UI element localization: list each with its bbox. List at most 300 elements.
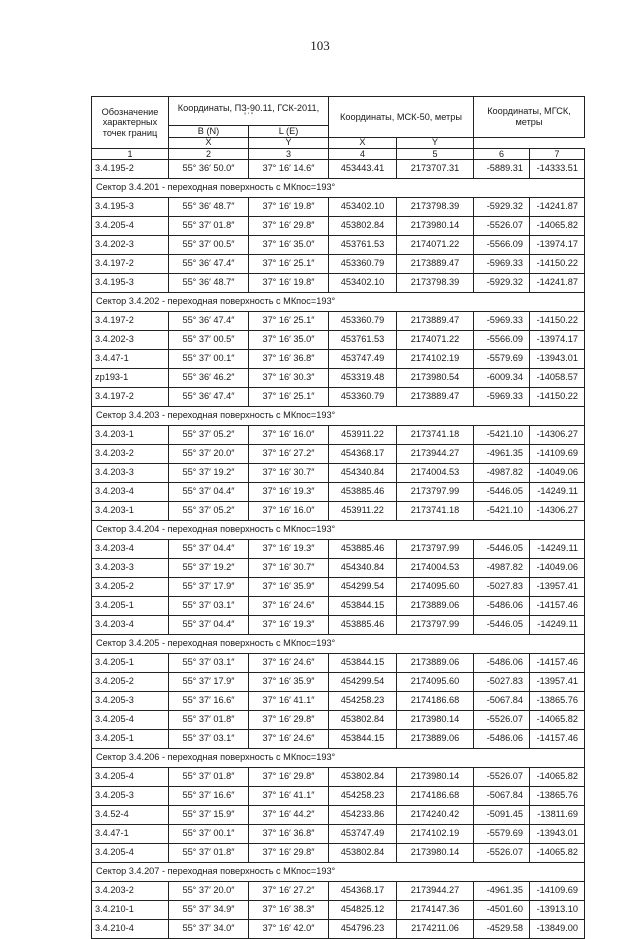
mgsk-y-cell: -14249.11 — [530, 540, 585, 559]
mgsk-x-cell: -5027.83 — [474, 578, 530, 597]
point-id-cell: 3.4.205-4 — [92, 217, 169, 236]
latitude-cell: 55° 37′ 17.9″ — [169, 578, 249, 597]
mgsk-y-cell: -14065.82 — [530, 768, 585, 787]
point-id-cell: 3.4.203-4 — [92, 483, 169, 502]
table-row — [92, 369, 585, 388]
msk-x-cell: 453844.15 — [329, 654, 397, 673]
latitude-cell: 55° 37′ 00.1″ — [169, 350, 249, 369]
msk-x-cell: 454825.12 — [329, 901, 397, 920]
msk-x-cell: 453844.15 — [329, 597, 397, 616]
mgsk-y-cell: -13849.00 — [530, 920, 585, 939]
point-id-cell: 3.4.203-2 — [92, 882, 169, 901]
longitude-cell: 37° 16′ 36.8″ — [249, 825, 329, 844]
msk-x-cell: 453911.22 — [329, 426, 397, 445]
point-id-cell: 3.4.205-1 — [92, 654, 169, 673]
mgsk-y-cell: -14065.82 — [530, 711, 585, 730]
mgsk-x-cell: -5446.05 — [474, 616, 530, 635]
column-number: 4 — [329, 149, 397, 160]
mgsk-x-cell: -6009.34 — [474, 369, 530, 388]
mgsk-y-cell: -14249.11 — [530, 616, 585, 635]
longitude-cell: 37° 16′ 41.1″ — [249, 787, 329, 806]
table-row — [92, 882, 585, 901]
point-id-cell: 3.4.205-4 — [92, 768, 169, 787]
msk-y-cell: 2173707.31 — [397, 160, 474, 179]
column-number: 1 — [92, 149, 169, 160]
table-row — [92, 502, 585, 521]
point-id-cell: 3.4.197-2 — [92, 312, 169, 331]
sector-header-row — [92, 749, 585, 768]
column-number-row — [92, 149, 585, 160]
table-row — [92, 198, 585, 217]
table-row — [92, 597, 585, 616]
mgsk-x-cell: -5526.07 — [474, 844, 530, 863]
point-id-cell: 3.4.52-4 — [92, 806, 169, 825]
point-id-cell: 3.4.47-1 — [92, 825, 169, 844]
msk-y-cell: 2173889.06 — [397, 654, 474, 673]
mgsk-x-cell: -5969.33 — [474, 255, 530, 274]
point-id-cell: 3.4.205-1 — [92, 597, 169, 616]
latitude-cell: 55° 37′ 20.0″ — [169, 882, 249, 901]
point-id-cell: 3.4.203-4 — [92, 616, 169, 635]
latitude-cell: 55° 37′ 00.5″ — [169, 331, 249, 350]
mgsk-x-cell: -5446.05 — [474, 483, 530, 502]
table-row — [92, 711, 585, 730]
sector-title: Сектор 3.4.207 - переходная поверхность с МКпос=193° — [92, 863, 585, 882]
longitude-cell: 37° 16′ 29.8″ — [249, 711, 329, 730]
mgsk-x-cell: -5566.09 — [474, 331, 530, 350]
header-msk-x: X — [169, 138, 249, 149]
msk-x-cell: 453747.49 — [329, 350, 397, 369]
mgsk-x-cell: -5486.06 — [474, 730, 530, 749]
msk-y-cell: 2174186.68 — [397, 787, 474, 806]
table-row — [92, 559, 585, 578]
header-point-designation: Обозначение характерных точек границ — [92, 97, 169, 149]
table-row — [92, 255, 585, 274]
msk-x-cell: 453885.46 — [329, 483, 397, 502]
table-row — [92, 901, 585, 920]
point-id-cell: 3.4.195-3 — [92, 274, 169, 293]
msk-y-cell: 2173980.14 — [397, 844, 474, 863]
page-number: 103 — [310, 38, 330, 53]
msk-y-cell: 2173797.99 — [397, 540, 474, 559]
table-row — [92, 730, 585, 749]
latitude-cell: 55° 36′ 48.7″ — [169, 198, 249, 217]
msk-y-cell: 2174186.68 — [397, 692, 474, 711]
msk-y-cell: 2173741.18 — [397, 426, 474, 445]
msk-y-cell: 2173798.39 — [397, 198, 474, 217]
mgsk-y-cell: -14150.22 — [530, 312, 585, 331]
latitude-cell: 55° 37′ 04.4″ — [169, 483, 249, 502]
longitude-cell: 37° 16′ 24.6″ — [249, 730, 329, 749]
point-id-cell: 3.4.195-3 — [92, 198, 169, 217]
point-id-cell: 3.4.205-3 — [92, 692, 169, 711]
mgsk-y-cell: -14306.27 — [530, 426, 585, 445]
longitude-cell: 37° 16′ 30.7″ — [249, 559, 329, 578]
mgsk-y-cell: -14241.87 — [530, 274, 585, 293]
point-id-cell: 3.4.203-3 — [92, 464, 169, 483]
msk-y-cell: 2174071.22 — [397, 331, 474, 350]
longitude-cell: 37° 16′ 35.0″ — [249, 331, 329, 350]
mgsk-x-cell: -5091.45 — [474, 806, 530, 825]
longitude-cell: 37° 16′ 29.8″ — [249, 768, 329, 787]
table-row — [92, 616, 585, 635]
mgsk-y-cell: -13974.17 — [530, 236, 585, 255]
latitude-cell: 55° 37′ 01.8″ — [169, 768, 249, 787]
point-id-cell: 3.4.205-4 — [92, 711, 169, 730]
longitude-cell: 37° 16′ 24.6″ — [249, 654, 329, 673]
msk-x-cell: 453402.10 — [329, 198, 397, 217]
mgsk-x-cell: -5027.83 — [474, 673, 530, 692]
mgsk-y-cell: -13913.10 — [530, 901, 585, 920]
point-id-cell: 3.4.47-1 — [92, 350, 169, 369]
column-number: 6 — [474, 149, 530, 160]
mgsk-x-cell: -5486.06 — [474, 654, 530, 673]
msk-y-cell: 2173889.47 — [397, 255, 474, 274]
mgsk-y-cell: -14333.51 — [530, 160, 585, 179]
mgsk-x-cell: -5067.84 — [474, 692, 530, 711]
mgsk-x-cell: -5579.69 — [474, 350, 530, 369]
mgsk-x-cell: -5566.09 — [474, 236, 530, 255]
point-id-cell: 3.4.205-3 — [92, 787, 169, 806]
point-id-cell: 3.4.203-2 — [92, 445, 169, 464]
msk-y-cell: 2173944.27 — [397, 445, 474, 464]
table-row — [92, 654, 585, 673]
longitude-cell: 37° 16′ 30.3″ — [249, 369, 329, 388]
latitude-cell: 55° 37′ 16.6″ — [169, 692, 249, 711]
sector-header-row — [92, 407, 585, 426]
mgsk-y-cell: -14109.69 — [530, 882, 585, 901]
longitude-cell: 37° 16′ 29.8″ — [249, 217, 329, 236]
mgsk-x-cell: -5421.10 — [474, 502, 530, 521]
point-id-cell: 3.4.205-2 — [92, 578, 169, 597]
header-l-e: L (E) — [249, 126, 329, 138]
point-id-cell: 3.4.210-4 — [92, 920, 169, 939]
sector-title: Сектор 3.4.203 - переходная поверхность с МКпос=193° — [92, 407, 585, 426]
mgsk-x-cell: -4501.60 — [474, 901, 530, 920]
sector-title: Сектор 3.4.201 - переходная поверхность с МКпос=193° — [92, 179, 585, 198]
point-id-cell: 3.4.203-4 — [92, 540, 169, 559]
mgsk-y-cell: -14249.11 — [530, 483, 585, 502]
msk-y-cell: 2174211.06 — [397, 920, 474, 939]
point-id-cell: 3.4.195-2 — [92, 160, 169, 179]
mgsk-y-cell: -14058.57 — [530, 369, 585, 388]
header-pz90-units: ° ′ ″ — [244, 113, 253, 120]
latitude-cell: 55° 37′ 00.5″ — [169, 236, 249, 255]
longitude-cell: 37° 16′ 25.1″ — [249, 255, 329, 274]
table-row — [92, 388, 585, 407]
table-row — [92, 464, 585, 483]
msk-y-cell: 2173798.39 — [397, 274, 474, 293]
msk-x-cell: 453402.10 — [329, 274, 397, 293]
latitude-cell: 55° 36′ 47.4″ — [169, 312, 249, 331]
msk-y-cell: 2173889.47 — [397, 312, 474, 331]
mgsk-y-cell: -14157.46 — [530, 730, 585, 749]
mgsk-y-cell: -14049.06 — [530, 464, 585, 483]
header-msk-y: Y — [249, 138, 329, 149]
msk-x-cell: 454340.84 — [329, 464, 397, 483]
table-row — [92, 236, 585, 255]
mgsk-x-cell: -5526.07 — [474, 768, 530, 787]
mgsk-y-cell: -14150.22 — [530, 388, 585, 407]
mgsk-y-cell: -14065.82 — [530, 844, 585, 863]
msk-y-cell: 2173889.06 — [397, 597, 474, 616]
table-row — [92, 825, 585, 844]
mgsk-y-cell: -14065.82 — [530, 217, 585, 236]
mgsk-y-cell: -13811.69 — [530, 806, 585, 825]
mgsk-x-cell: -5486.06 — [474, 597, 530, 616]
header-b-n: B (N) — [169, 126, 249, 138]
sector-header-row — [92, 635, 585, 654]
mgsk-x-cell: -5579.69 — [474, 825, 530, 844]
point-id-cell: 3.4.202-3 — [92, 331, 169, 350]
coordinates-table — [91, 96, 585, 939]
msk-x-cell: 453443.41 — [329, 160, 397, 179]
longitude-cell: 37° 16′ 42.0″ — [249, 920, 329, 939]
point-id-cell: 3.4.197-2 — [92, 388, 169, 407]
longitude-cell: 37° 16′ 19.3″ — [249, 483, 329, 502]
mgsk-y-cell: -14049.06 — [530, 559, 585, 578]
table-row — [92, 350, 585, 369]
latitude-cell: 55° 37′ 03.1″ — [169, 654, 249, 673]
table-row — [92, 673, 585, 692]
header-mgsk-y: Y — [397, 138, 474, 149]
msk-y-cell: 2174147.36 — [397, 901, 474, 920]
latitude-cell: 55° 37′ 04.4″ — [169, 616, 249, 635]
header-pz90-group — [169, 97, 329, 126]
column-number: 3 — [249, 149, 329, 160]
table-row — [92, 445, 585, 464]
latitude-cell: 55° 37′ 15.9″ — [169, 806, 249, 825]
mgsk-x-cell: -5526.07 — [474, 711, 530, 730]
mgsk-x-cell: -4529.58 — [474, 920, 530, 939]
mgsk-y-cell: -14109.69 — [530, 445, 585, 464]
msk-y-cell: 2174102.19 — [397, 825, 474, 844]
latitude-cell: 55° 37′ 03.1″ — [169, 730, 249, 749]
msk-x-cell: 454340.84 — [329, 559, 397, 578]
mgsk-x-cell: -5929.32 — [474, 198, 530, 217]
table-row — [92, 426, 585, 445]
longitude-cell: 37° 16′ 16.0″ — [249, 426, 329, 445]
point-id-cell: 3.4.210-1 — [92, 901, 169, 920]
longitude-cell: 37° 16′ 36.8″ — [249, 350, 329, 369]
longitude-cell: 37° 16′ 35.9″ — [249, 578, 329, 597]
mgsk-x-cell: -5969.33 — [474, 388, 530, 407]
latitude-cell: 55° 37′ 01.8″ — [169, 844, 249, 863]
sector-title: Сектор 3.4.205 - переходная поверхность с МКпос=193° — [92, 635, 585, 654]
msk-x-cell: 454299.54 — [329, 578, 397, 597]
longitude-cell: 37° 16′ 27.2″ — [249, 445, 329, 464]
sector-header-row — [92, 293, 585, 312]
latitude-cell: 55° 37′ 19.2″ — [169, 559, 249, 578]
msk-y-cell: 2173889.47 — [397, 388, 474, 407]
msk-y-cell: 2174004.53 — [397, 559, 474, 578]
table-row — [92, 483, 585, 502]
mgsk-x-cell: -5929.32 — [474, 274, 530, 293]
msk-y-cell: 2174102.19 — [397, 350, 474, 369]
latitude-cell: 55° 37′ 19.2″ — [169, 464, 249, 483]
latitude-cell: 55° 37′ 01.8″ — [169, 217, 249, 236]
mgsk-x-cell: -5421.10 — [474, 426, 530, 445]
latitude-cell: 55° 36′ 46.2″ — [169, 369, 249, 388]
msk-x-cell: 453802.84 — [329, 844, 397, 863]
latitude-cell: 55° 36′ 47.4″ — [169, 388, 249, 407]
msk-x-cell: 453360.79 — [329, 312, 397, 331]
longitude-cell: 37° 16′ 27.2″ — [249, 882, 329, 901]
table-row — [92, 806, 585, 825]
mgsk-x-cell: -4961.35 — [474, 882, 530, 901]
mgsk-y-cell: -13943.01 — [530, 825, 585, 844]
msk-x-cell: 454258.23 — [329, 692, 397, 711]
latitude-cell: 55° 37′ 04.4″ — [169, 540, 249, 559]
msk-y-cell: 2173980.14 — [397, 768, 474, 787]
latitude-cell: 55° 37′ 05.2″ — [169, 426, 249, 445]
header-msk50-group: Координаты, МСК-50, метры — [329, 97, 474, 138]
table-row — [92, 217, 585, 236]
mgsk-y-cell: -13943.01 — [530, 350, 585, 369]
table-row — [92, 331, 585, 350]
point-id-cell: 3.4.203-1 — [92, 426, 169, 445]
point-id-cell: 3.4.205-4 — [92, 844, 169, 863]
sector-header-row — [92, 179, 585, 198]
point-id-cell: 3.4.205-2 — [92, 673, 169, 692]
header-mgsk-x: X — [329, 138, 397, 149]
latitude-cell: 55° 36′ 50.0″ — [169, 160, 249, 179]
mgsk-x-cell: -4987.82 — [474, 559, 530, 578]
msk-x-cell: 454796.23 — [329, 920, 397, 939]
longitude-cell: 37° 16′ 16.0″ — [249, 502, 329, 521]
longitude-cell: 37° 16′ 19.3″ — [249, 616, 329, 635]
msk-x-cell: 453911.22 — [329, 502, 397, 521]
msk-y-cell: 2173980.14 — [397, 217, 474, 236]
mgsk-x-cell: -5889.31 — [474, 160, 530, 179]
longitude-cell: 37° 16′ 29.8″ — [249, 844, 329, 863]
msk-y-cell: 2173944.27 — [397, 882, 474, 901]
msk-x-cell: 453319.48 — [329, 369, 397, 388]
mgsk-y-cell: -13865.76 — [530, 692, 585, 711]
point-id-cell: 3.4.197-2 — [92, 255, 169, 274]
msk-x-cell: 453761.53 — [329, 236, 397, 255]
mgsk-x-cell: -5969.33 — [474, 312, 530, 331]
msk-x-cell: 454258.23 — [329, 787, 397, 806]
point-id-cell: 3.4.203-1 — [92, 502, 169, 521]
sector-header-row — [92, 863, 585, 882]
sector-title: Сектор 3.4.202 - переходная поверхность с МКпос=193° — [92, 293, 585, 312]
table-row — [92, 274, 585, 293]
msk-y-cell: 2174071.22 — [397, 236, 474, 255]
msk-x-cell: 453802.84 — [329, 768, 397, 787]
msk-x-cell: 454368.17 — [329, 445, 397, 464]
msk-x-cell: 453885.46 — [329, 616, 397, 635]
msk-y-cell: 2174095.60 — [397, 673, 474, 692]
latitude-cell: 55° 37′ 03.1″ — [169, 597, 249, 616]
latitude-cell: 55° 37′ 00.1″ — [169, 825, 249, 844]
latitude-cell: 55° 37′ 34.9″ — [169, 901, 249, 920]
table-row — [92, 312, 585, 331]
mgsk-y-cell: -13865.76 — [530, 787, 585, 806]
table-row — [92, 692, 585, 711]
longitude-cell: 37° 16′ 14.6″ — [249, 160, 329, 179]
longitude-cell: 37° 16′ 19.8″ — [249, 274, 329, 293]
msk-x-cell: 453802.84 — [329, 217, 397, 236]
point-id-cell: 3.4.205-1 — [92, 730, 169, 749]
msk-x-cell: 453360.79 — [329, 255, 397, 274]
mgsk-y-cell: -14241.87 — [530, 198, 585, 217]
msk-x-cell: 454299.54 — [329, 673, 397, 692]
msk-x-cell: 453360.79 — [329, 388, 397, 407]
longitude-cell: 37° 16′ 19.8″ — [249, 198, 329, 217]
longitude-cell: 37° 16′ 30.7″ — [249, 464, 329, 483]
latitude-cell: 55° 37′ 17.9″ — [169, 673, 249, 692]
longitude-cell: 37° 16′ 24.6″ — [249, 597, 329, 616]
mgsk-y-cell: -14306.27 — [530, 502, 585, 521]
table-row — [92, 540, 585, 559]
longitude-cell: 37° 16′ 25.1″ — [249, 388, 329, 407]
header-mgsk-group: Координаты, МГСК, метры — [474, 97, 585, 138]
msk-y-cell: 2173980.14 — [397, 711, 474, 730]
longitude-cell: 37° 16′ 25.1″ — [249, 312, 329, 331]
mgsk-y-cell: -14157.46 — [530, 654, 585, 673]
latitude-cell: 55° 37′ 20.0″ — [169, 445, 249, 464]
msk-x-cell: 453885.46 — [329, 540, 397, 559]
latitude-cell: 55° 36′ 47.4″ — [169, 255, 249, 274]
msk-y-cell: 2174004.53 — [397, 464, 474, 483]
mgsk-x-cell: -5446.05 — [474, 540, 530, 559]
longitude-cell: 37° 16′ 35.0″ — [249, 236, 329, 255]
latitude-cell: 55° 37′ 01.8″ — [169, 711, 249, 730]
column-number: 2 — [169, 149, 249, 160]
msk-y-cell: 2173980.54 — [397, 369, 474, 388]
point-id-cell: zp193-1 — [92, 369, 169, 388]
mgsk-x-cell: -5067.84 — [474, 787, 530, 806]
mgsk-y-cell: -13957.41 — [530, 578, 585, 597]
sector-header-row — [92, 521, 585, 540]
sector-title: Сектор 3.4.204 - переходная поверхность с МКпос=193° — [92, 521, 585, 540]
point-id-cell: 3.4.203-3 — [92, 559, 169, 578]
sector-title: Сектор 3.4.206 - переходная поверхность с МКпос=193° — [92, 749, 585, 768]
mgsk-x-cell: -4961.35 — [474, 445, 530, 464]
header-pz90-label: Координаты, ПЗ-90.11, ГСК-2011, — [177, 102, 320, 113]
column-number: 5 — [397, 149, 474, 160]
mgsk-x-cell: -4987.82 — [474, 464, 530, 483]
msk-x-cell: 453844.15 — [329, 730, 397, 749]
table-row — [92, 578, 585, 597]
longitude-cell: 37° 16′ 38.3″ — [249, 901, 329, 920]
msk-y-cell: 2173797.99 — [397, 483, 474, 502]
longitude-cell: 37° 16′ 41.1″ — [249, 692, 329, 711]
mgsk-x-cell: -5526.07 — [474, 217, 530, 236]
table-row — [92, 920, 585, 939]
msk-y-cell: 2174240.42 — [397, 806, 474, 825]
msk-x-cell: 453761.53 — [329, 331, 397, 350]
mgsk-y-cell: -14150.22 — [530, 255, 585, 274]
msk-y-cell: 2173797.99 — [397, 616, 474, 635]
mgsk-y-cell: -13974.17 — [530, 331, 585, 350]
msk-x-cell: 453747.49 — [329, 825, 397, 844]
msk-x-cell: 454368.17 — [329, 882, 397, 901]
latitude-cell: 55° 37′ 16.6″ — [169, 787, 249, 806]
longitude-cell: 37° 16′ 19.3″ — [249, 540, 329, 559]
longitude-cell: 37° 16′ 35.9″ — [249, 673, 329, 692]
msk-y-cell: 2173889.06 — [397, 730, 474, 749]
longitude-cell: 37° 16′ 44.2″ — [249, 806, 329, 825]
latitude-cell: 55° 36′ 48.7″ — [169, 274, 249, 293]
msk-x-cell: 454233.86 — [329, 806, 397, 825]
msk-x-cell: 453802.84 — [329, 711, 397, 730]
msk-y-cell: 2173741.18 — [397, 502, 474, 521]
latitude-cell: 55° 37′ 34.0″ — [169, 920, 249, 939]
table-row — [92, 844, 585, 863]
mgsk-y-cell: -14157.46 — [530, 597, 585, 616]
